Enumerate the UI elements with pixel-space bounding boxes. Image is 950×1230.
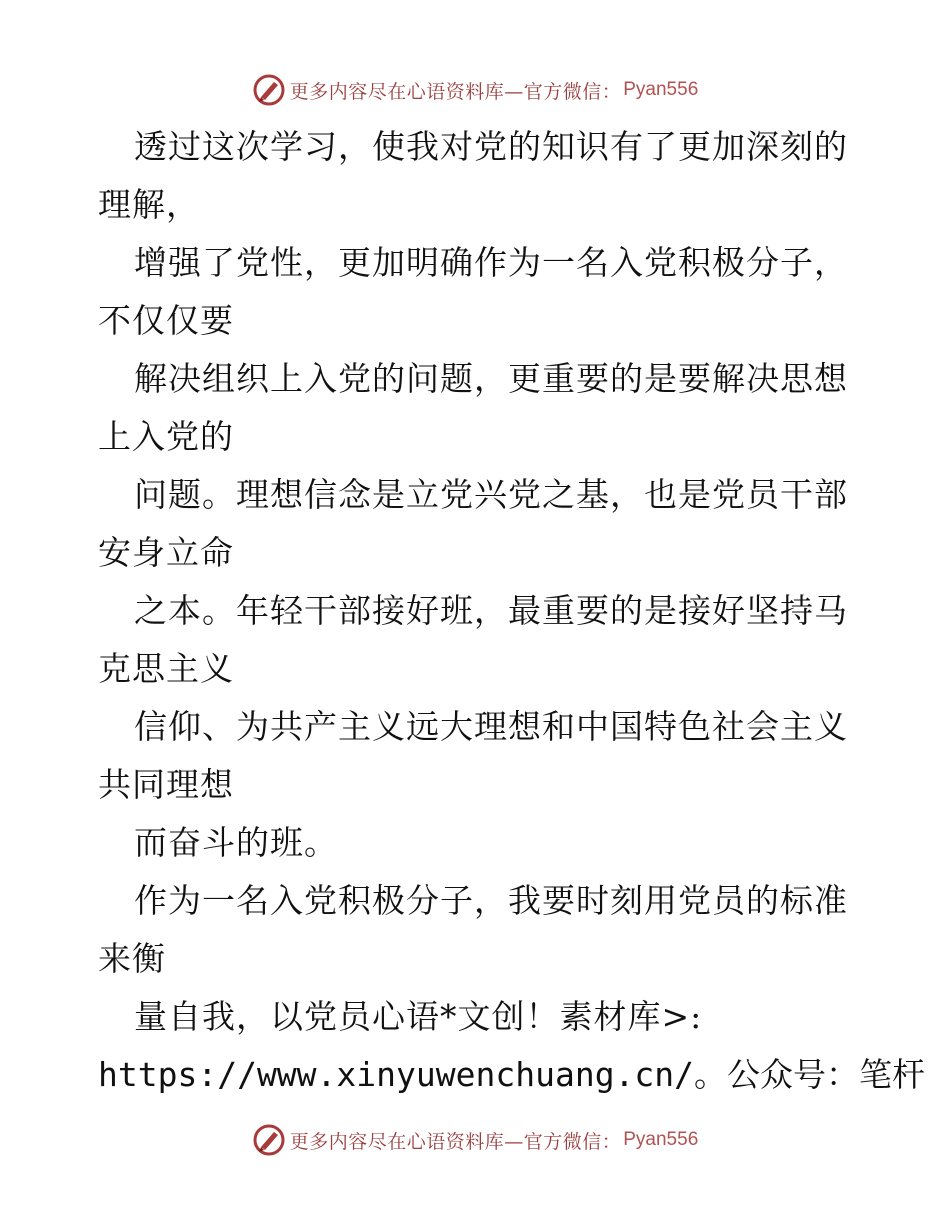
- document-body: [98, 118, 926, 1104]
- header-banner: [0, 70, 950, 110]
- text-line: 增强了党性，更加明确作为一名入党积极分子，: [134, 243, 848, 282]
- text-line: 解决组织上入党的问题，更重要的是要解决思想: [134, 359, 848, 398]
- banner-text: 更多内容尽在心语资料库—官方微信：: [289, 1130, 622, 1153]
- banner-wechat-id: Pyan556: [623, 1129, 699, 1150]
- text-line: 来衡: [98, 939, 166, 978]
- text-line: 而奋斗的班。: [134, 823, 338, 862]
- text-line: 之本。年轻干部接好班，最重要的是接好坚持马: [134, 591, 848, 630]
- text-line: 安身立命: [98, 533, 234, 572]
- text-line: 共同理想: [98, 765, 234, 804]
- banner-text: 更多内容尽在心语资料库—官方微信：: [289, 80, 622, 103]
- text-line: 透过这次学习，使我对党的知识有了更加深刻的: [134, 127, 848, 166]
- text-line: 问题。理想信念是立党兴党之基，也是党员干部: [134, 475, 848, 514]
- pen-logo-icon: [252, 1123, 286, 1157]
- text-line: 不仅仅要: [98, 301, 234, 340]
- text-line: 信仰、为共产主义远大理想和中国特色社会主义: [134, 707, 848, 746]
- text-line: 上入党的: [98, 417, 234, 456]
- pen-logo-icon: [252, 73, 286, 107]
- footer-banner: [0, 1120, 950, 1160]
- text-line: 量自我，以党员心语*文创！素材库>:: [134, 997, 703, 1036]
- banner-wechat-id: Pyan556: [623, 79, 699, 100]
- url-line: https://www.xinyuwenchuang.cn/。公众号：笔杆: [98, 1055, 926, 1094]
- text-line: 作为一名入党积极分子，我要时刻用党员的标准: [134, 881, 848, 920]
- text-line: 克思主义: [98, 649, 234, 688]
- text-line: 理解，: [98, 185, 200, 224]
